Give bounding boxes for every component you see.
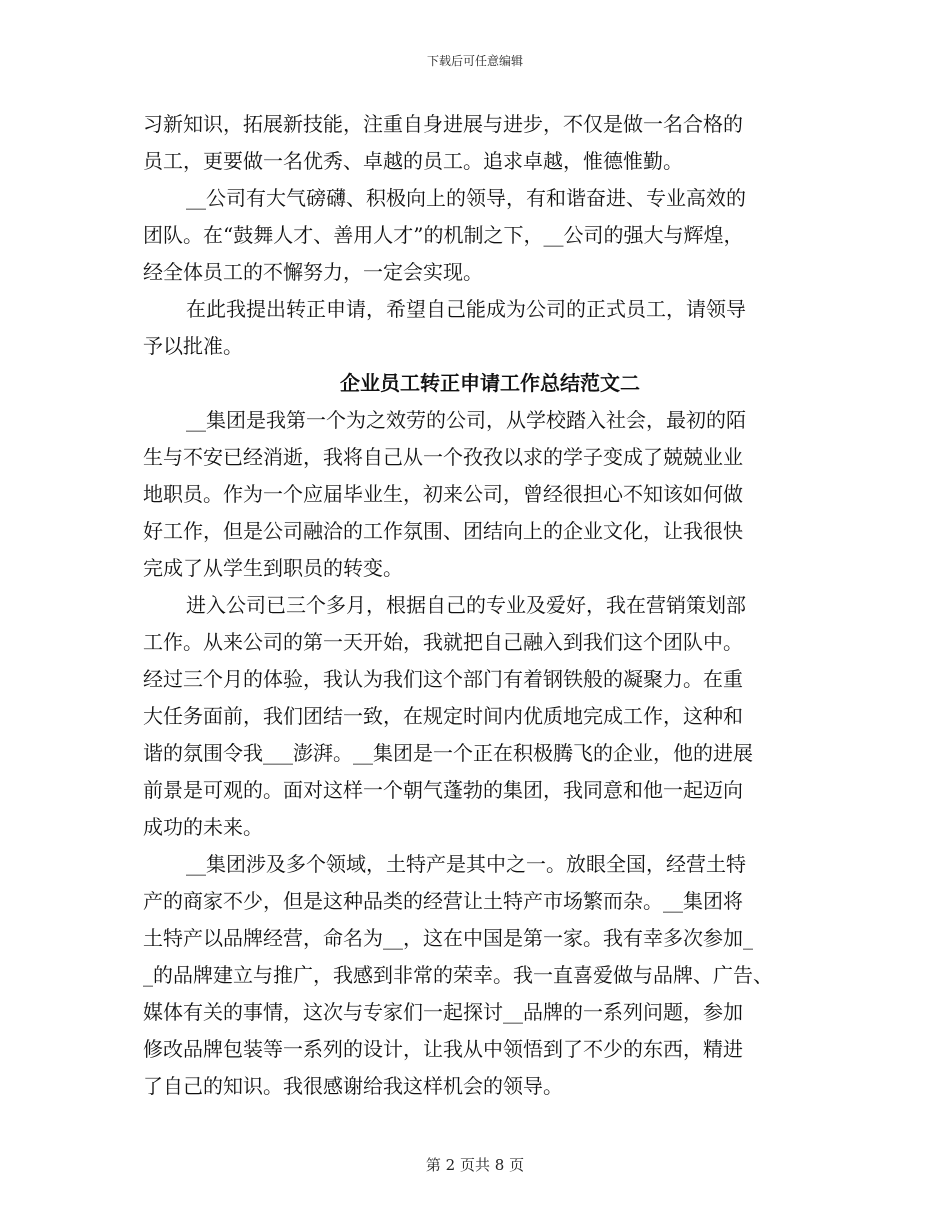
text-line: 团队。在“鼓舞人才、善用人才”的机制之下，__公司的强大与辉煌， <box>143 223 744 247</box>
text-line: 予以批准。 <box>143 334 243 358</box>
page-header: 下载后可任意编辑 <box>426 54 523 68</box>
text-line: 大任务面前，我们团结一致，在规定时间内优质地完成工作，这种和 <box>143 704 743 728</box>
document-body <box>143 106 823 1105</box>
text-line: __公司有大气磅礴、积极向上的领导，有和谐奋进、专业高效的 <box>186 186 746 210</box>
page-number: 第 2 页共 8 页 <box>425 1156 525 1174</box>
text-line: 工作。从来公司的第一天开始，我就把自己融入到我们这个团队中。 <box>143 630 743 654</box>
text-line: 媒体有关的事情，这次与专家们一起探讨__品牌的一系列问题，参加 <box>143 1000 743 1024</box>
text-line: 地职员。作为一个应届毕业生，初来公司，曾经很担心不知该如何做 <box>143 482 743 506</box>
text-line: 成功的未来。 <box>143 815 263 839</box>
text-line: 了自己的知识。我很感谢给我这样机会的领导。 <box>143 1074 563 1098</box>
text-line: 产的商家不少，但是这种品类的经营让土特产市场繁而杂。__集团将 <box>143 889 743 913</box>
text-line: 土特产以品牌经营，命名为__，这在中国是第一家。我有幸多次参加_ <box>143 926 753 950</box>
text-line: 修改品牌包装等一系列的设计，让我从中领悟到了不少的东西，精进 <box>143 1037 743 1061</box>
text-line: __集团涉及多个领域，土特产是其中之一。放眼全国，经营土特 <box>186 852 746 876</box>
text-line: 完成了从学生到职员的转变。 <box>143 556 403 580</box>
text-line: 经全体员工的不懈努力，一定会实现。 <box>143 260 483 284</box>
text-line: 前景是可观的。面对这样一个朝气蓬勃的集团，我同意和他一起迈向 <box>143 778 743 802</box>
text-line: 谐的氛围令我___澎湃。__集团是一个正在积极腾飞的企业，他的进展 <box>143 741 753 765</box>
text-line: 习新知识，拓展新技能，注重自身进展与进步，不仅是做一名合格的 <box>143 112 743 136</box>
text-line: 在此我提出转正申请，希望自己能成为公司的正式员工，请领导 <box>186 297 746 321</box>
section-heading: 企业员工转正申请工作总结范文二 <box>340 371 640 395</box>
text-line: __集团是我第一个为之效劳的公司，从学校踏入社会，最初的陌 <box>186 408 746 432</box>
text-line: _的品牌建立与推广，我感到非常的荣幸。我一直喜爱做与品牌、广告、 <box>143 963 773 987</box>
text-line: 员工，更要做一名优秀、卓越的员工。追求卓越，惟德惟勤。 <box>143 149 683 173</box>
text-line: 进入公司已三个多月，根据自己的专业及爱好，我在营销策划部 <box>186 593 746 617</box>
text-line: 好工作，但是公司融洽的工作氛围、团结向上的企业文化，让我很快 <box>143 519 743 543</box>
text-line: 生与不安已经消逝，我将自己从一个孜孜以求的学子变成了兢兢业业 <box>143 445 743 469</box>
text-line: 经过三个月的体验，我认为我们这个部门有着钢铁般的凝聚力。在重 <box>143 667 743 691</box>
